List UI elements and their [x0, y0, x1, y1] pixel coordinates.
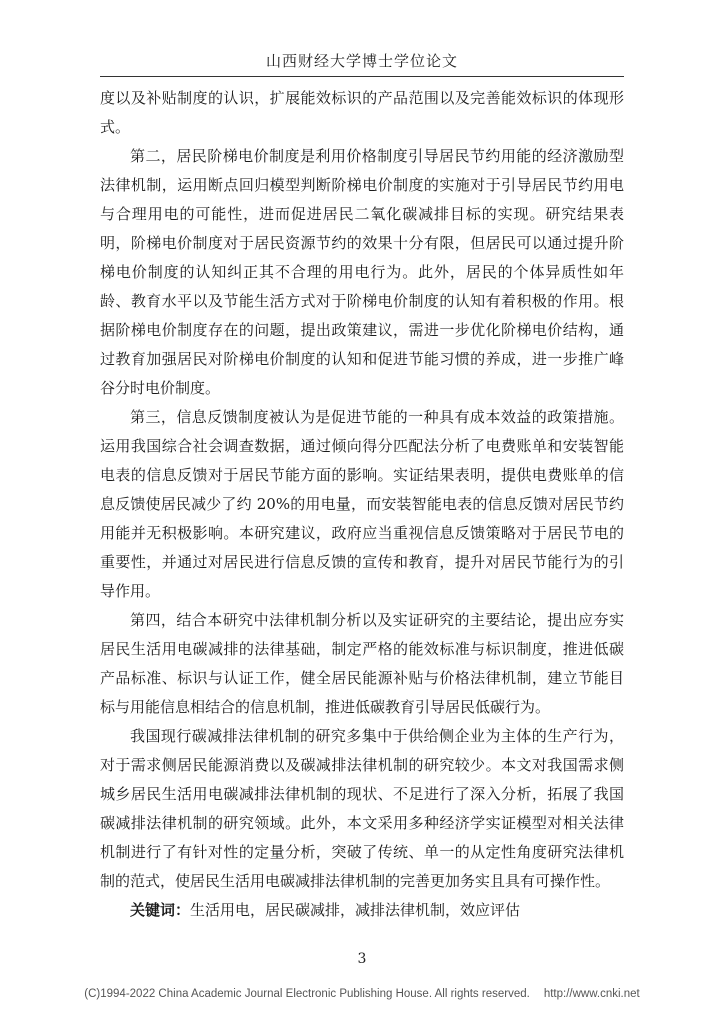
- paragraph-innovation: 我国现行碳减排法律机制的研究多集中于供给侧企业为主体的生产行为，对于需求侧居民能源消费以及碳减排法律机制的研究较少。本文对我国需求侧城乡居民生活用电碳减排法律机制的现状、不足进行了深入分析，拓展了我国碳减排法律机制的研究领域。此外，本文采用多种经济学实证模型对相关法律机制进行了有针对性的定量分析，突破了传统、单一的从定性角度研究法律机制的范式，使居民生活用电碳减排法律机制的完善更加务实且具有可操作性。: [100, 727, 624, 890]
- main-content: [100, 84, 624, 925]
- paragraph-fourth-point: 第四，结合本研究中法律机制分析以及实证研究的主要结论，提出应夯实居民生活用电碳减排的法律基础，制定严格的能效标准与标识制度，推进低碳产品标准、标识与认证工作，健全居民能源补贴与价格法律机制，建立节能目标与用能信息相结合的信息机制，推进低碳教育引导居民低碳行为。: [100, 611, 624, 716]
- keywords-value: 生活用电，居民碳减排，减排法律机制，效应评估: [190, 901, 521, 919]
- footer-copyright: (C)1994-2022 China Academic Journal Electronic Publishing House. All rights reserved.: [84, 988, 530, 1000]
- running-header: 山西财经大学博士学位论文: [265, 52, 458, 70]
- footer: [0, 988, 724, 1000]
- paragraph-continued: 度以及补贴制度的认识，扩展能效标识的产品范围以及完善能效标识的体现形式。: [100, 89, 624, 136]
- page-number: 3: [357, 951, 367, 967]
- footer-url[interactable]: http://www.cnki.net: [543, 988, 640, 1000]
- keywords-label: 关键词：: [130, 901, 191, 919]
- header-rule: [100, 76, 624, 77]
- keywords-line: [100, 896, 624, 925]
- paragraph-second-point: 第二，居民阶梯电价制度是利用价格制度引导居民节约用能的经济激励型法律机制，运用断点回归模型判断阶梯电价制度的实施对于引导居民节约用电与合理用电的可能性，进而促进居民二氧化碳减排目标的实现。研究结果表明，阶梯电价制度对于居民资源节约的效果十分有限，但居民可以通过提升阶梯电价制度的认知纠正其不合理的用电行为。此外，居民的个体异质性如年龄、教育水平以及节能生活方式对于阶梯电价制度的认知有着积极的作用。根据阶梯电价制度存在的问题，提出政策建议，需进一步优化阶梯电价结构，通过教育加强居民对阶梯电价制度的认知和促进节能习惯的养成，进一步推广峰谷分时电价制度。: [100, 147, 624, 397]
- paragraph-third-point: 第三，信息反馈制度被认为是促进节能的一种具有成本效益的政策措施。运用我国综合社会调查数据，通过倾向得分匹配法分析了电费账单和安装智能电表的信息反馈对于居民节能方面的影响。实证结果表明，提供电费账单的信息反馈使居民减少了约 20%的用电量，而安装智能电表的信息反馈对居民节约用能并无积极影响。本研究建议，政府应当重视信息反馈策略对于居民节电的重要性，并通过对居民进行信息反馈的宣传和教育，提升对居民节能行为的引导作用。: [100, 408, 624, 600]
